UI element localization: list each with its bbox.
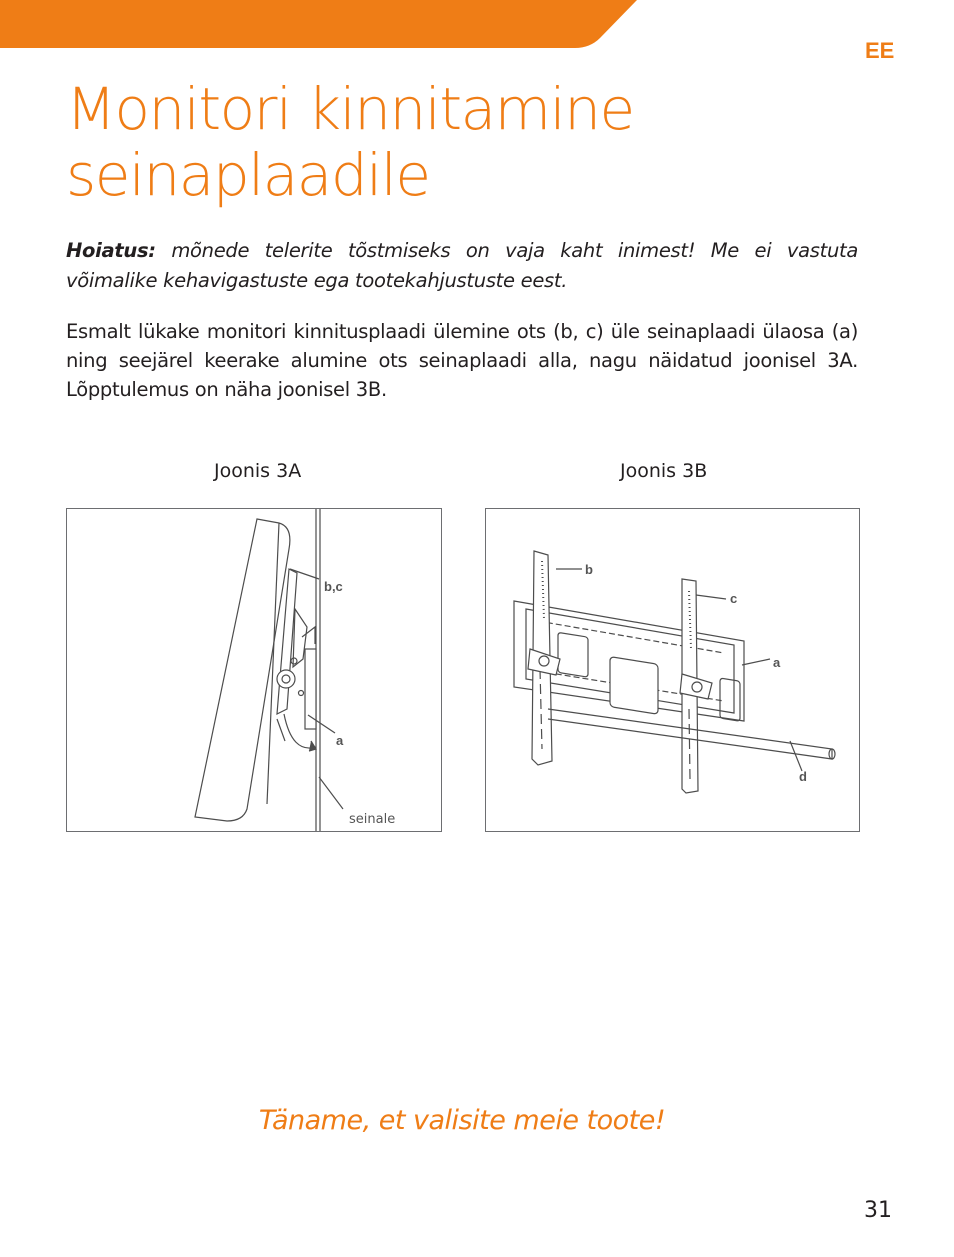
page-title-line1: Monitori kinnitamine bbox=[66, 75, 634, 143]
figure-3a-drawing bbox=[67, 509, 441, 831]
figure-3b-caption: Joonis 3B bbox=[620, 460, 708, 482]
instructions-paragraph: Esmalt lükake monitori kinnitusplaadi ülemine ots (b, c) üle seinaplaadi ülaosa (a) ning seejärel keerake alumine ots seinaplaadi alla, nagu näidatud joonisel 3A. Lõpptulemus on näha joonisel 3B. bbox=[66, 320, 858, 401]
label-c: c bbox=[730, 591, 738, 606]
figure-3b bbox=[485, 508, 860, 832]
thank-you-message: Täname, et valisite meie toote! bbox=[258, 1105, 666, 1136]
label-a-3b: a bbox=[773, 655, 781, 670]
warning-paragraph bbox=[66, 236, 858, 296]
page-number: 31 bbox=[864, 1198, 892, 1223]
label-a: a bbox=[336, 733, 344, 748]
warning-label: Hoiatus: bbox=[66, 239, 156, 262]
wall-label: seinale bbox=[349, 812, 396, 827]
warning-text: mõnede telerite tõstmiseks on vaja kaht inimest! Me ei vastuta võimalike kehavigastuste ega tootekahjustuste eest. bbox=[66, 239, 858, 292]
page-title bbox=[66, 76, 634, 208]
figure-3a-caption: Joonis 3A bbox=[214, 460, 302, 482]
header-band bbox=[0, 0, 640, 48]
label-d: d bbox=[799, 769, 807, 784]
figure-3a bbox=[66, 508, 442, 832]
label-bc: b,c bbox=[324, 579, 343, 594]
figure-3b-drawing bbox=[486, 509, 859, 831]
page-title-line2: seinaplaadile bbox=[66, 141, 430, 209]
label-b: b bbox=[585, 562, 593, 577]
language-code: EE bbox=[865, 38, 895, 63]
